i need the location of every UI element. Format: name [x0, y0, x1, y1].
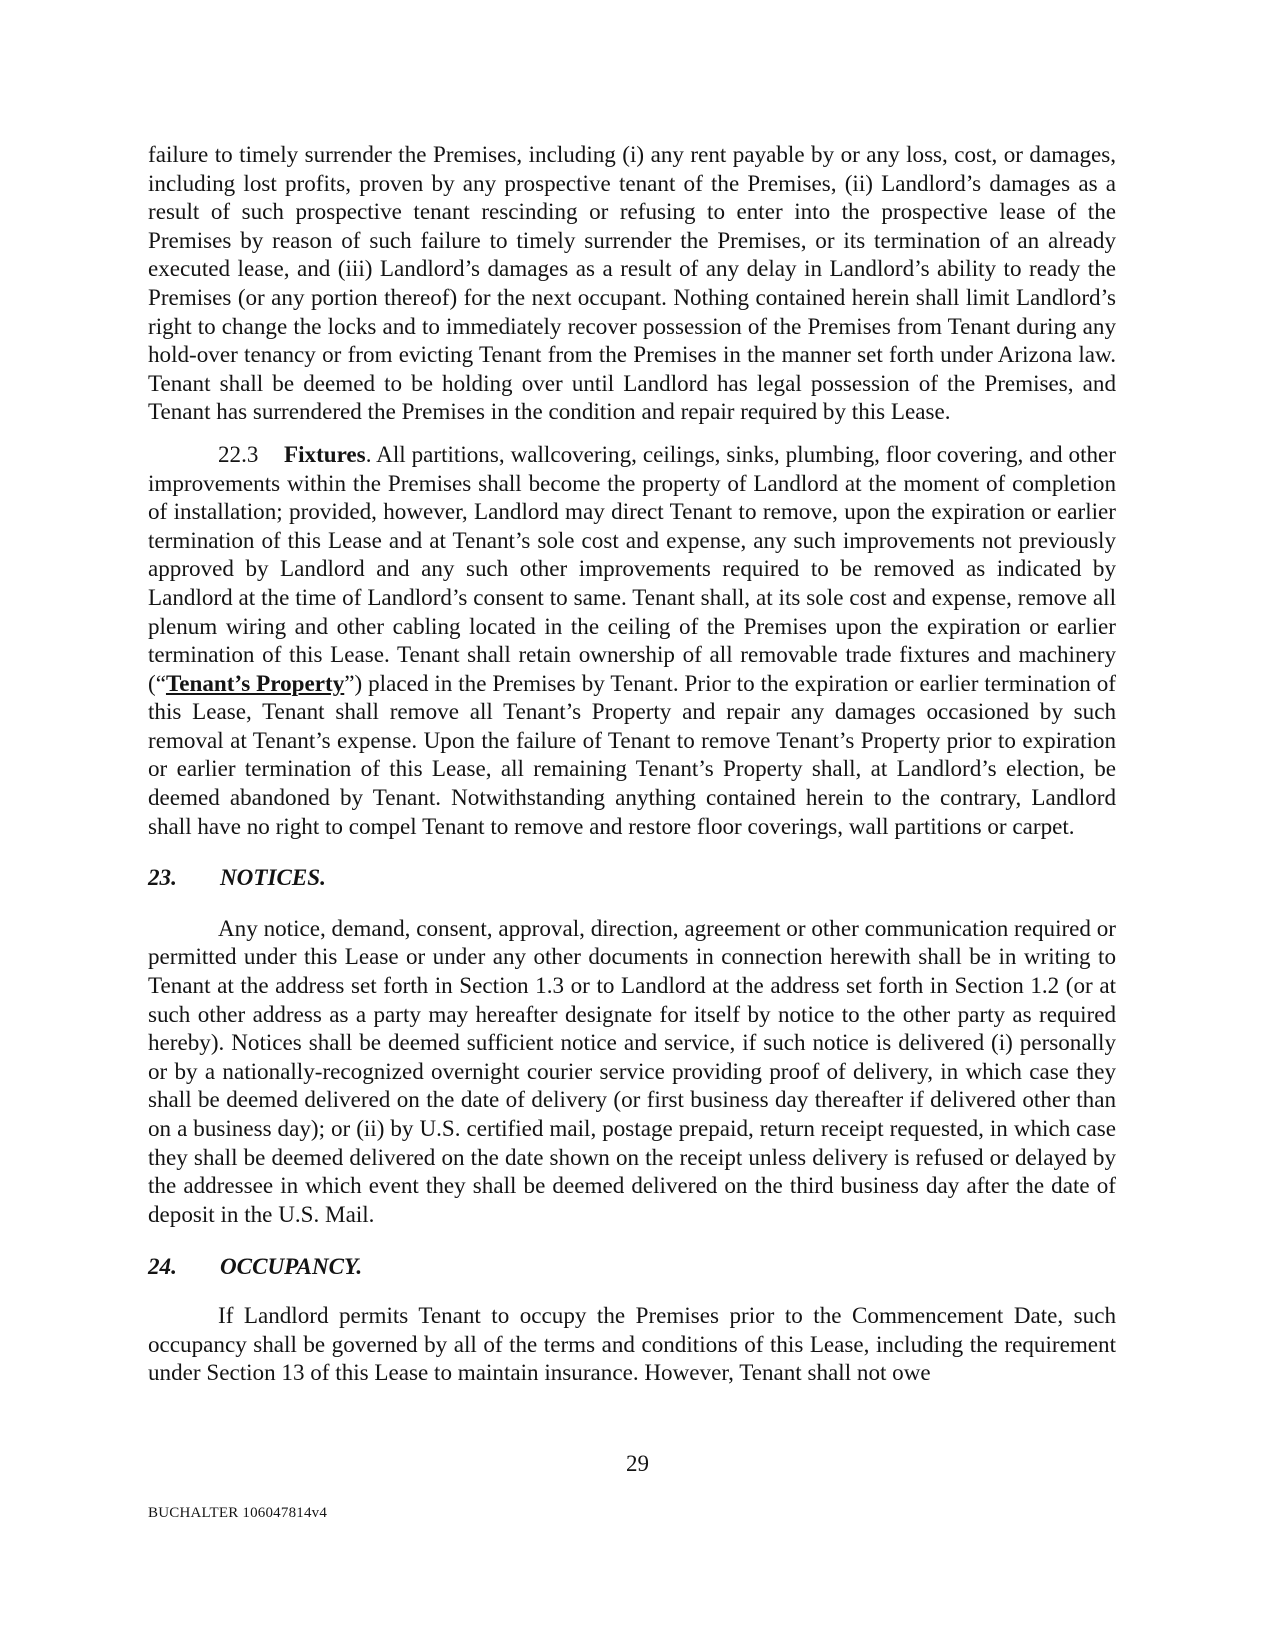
section-number: 23.: [148, 864, 177, 891]
document-page: [148, 140, 1116, 1387]
section-title: OCCUPANCY.: [220, 1253, 363, 1280]
notices-paragraph: Any notice, demand, consent, approval, direction, agreement or other communication required or permitted under this Lease or under any other documents in connection herewith shall be in writing to Tenant at the address set forth in Section 1.3 or to Landlord at the address set forth in Section 1.2 (or at such other address as a party may hereafter designate for itself by notice to the other party as required hereby). Notices shall be deemed sufficient notice and service, if such notice is delivered (i) personally or by a nationally-recognized overnight courier service providing proof of delivery, in which case they shall be deemed delivered on the date of delivery (or first business day thereafter if delivered other than on a business day); or (ii) by U.S. certified mail, postage prepaid, return receipt requested, in which case they shall be deemed delivered on the date shown on the receipt unless delivery is refused or delayed by the addressee in which event they shall be deemed delivered on the third business day after the date of deposit in the U.S. Mail.: [148, 914, 1116, 1227]
occupancy-paragraph: If Landlord permits Tenant to occupy the Premises prior to the Commencement Date, such occupancy shall be governed by all of the terms and conditions of this Lease, including the requirement under Section 13 of this Lease to maintain insurance. However, Tenant shall not owe: [148, 1301, 1116, 1386]
document-id: BUCHALTER 106047814v4: [148, 1505, 328, 1521]
fixtures-text-part-1: . All partitions, wallcovering, ceilings, sinks, plumbing, floor covering, and other improvements within the Premises shall become the property of Landlord at the moment of completion of installation; provided, however, Landlord may direct Tenant to remove, upon the expiration or earlier termination of this Lease and at Tenant’s sole cost and expense, any such improvements not previously approved by Landlord and any such other improvements required to be removed as indicated by Landlord at the time of Landlord’s consent to same. Tenant shall, at its sole cost and expense, remove all plenum wiring and other cabling located in the ceiling of the Premises upon the expiration or earlier termination of this Lease. Tenant shall retain ownership of all removable trade fixtures and machinery (“: [148, 440, 1116, 696]
section-title: NOTICES.: [220, 864, 326, 891]
section-heading-occupancy: [148, 1252, 1116, 1281]
section-heading-notices: [148, 863, 1116, 892]
subsection-number: 22.3: [218, 440, 259, 467]
subsection-title: Fixtures: [284, 440, 366, 467]
page-number: 29: [626, 1451, 649, 1476]
continuation-paragraph: failure to timely surrender the Premises, including (i) any rent payable by or any loss, cost, or damages, including lost profits, proven by any prospective tenant of the Premises, (ii) Landlord’s damages as a result of such prospective tenant rescinding or refusing to enter into the prospective lease of the Premises by reason of such failure to timely surrender the Premises, or its termination of an already executed lease, and (iii) Landlord’s damages as a result of any delay in Landlord’s ability to ready the Premises (or any portion thereof) for the next occupant. Nothing contained herein shall limit Landlord’s right to change the locks and to immediately recover possession of the Premises from Tenant during any hold-over tenancy or from evicting Tenant from the Premises in the manner set forth under Arizona law. Tenant shall be deemed to be holding over until Landlord has legal possession of the Premises, and Tenant has surrendered the Premises in the condition and repair required by this Lease.: [148, 141, 1116, 425]
fixtures-paragraph: [148, 440, 1116, 840]
section-number: 24.: [148, 1253, 177, 1280]
defined-term: Tenant’s Property: [165, 669, 345, 696]
fixtures-text-part-2: ”) placed in the Premises by Tenant. Prior to the expiration or earlier termination of this Lease, Tenant shall remove all Tenant’s Property and repair any damages occasioned by such removal at Tenant’s expense. Upon the failure of Tenant to remove Tenant’s Property prior to expiration or earlier termination of this Lease, all remaining Tenant’s Property shall, at Landlord’s election, be deemed abandoned by Tenant. Notwithstanding anything contained herein to the contrary, Landlord shall have no right to compel Tenant to remove and restore floor coverings, wall partitions or carpet.: [148, 669, 1117, 839]
